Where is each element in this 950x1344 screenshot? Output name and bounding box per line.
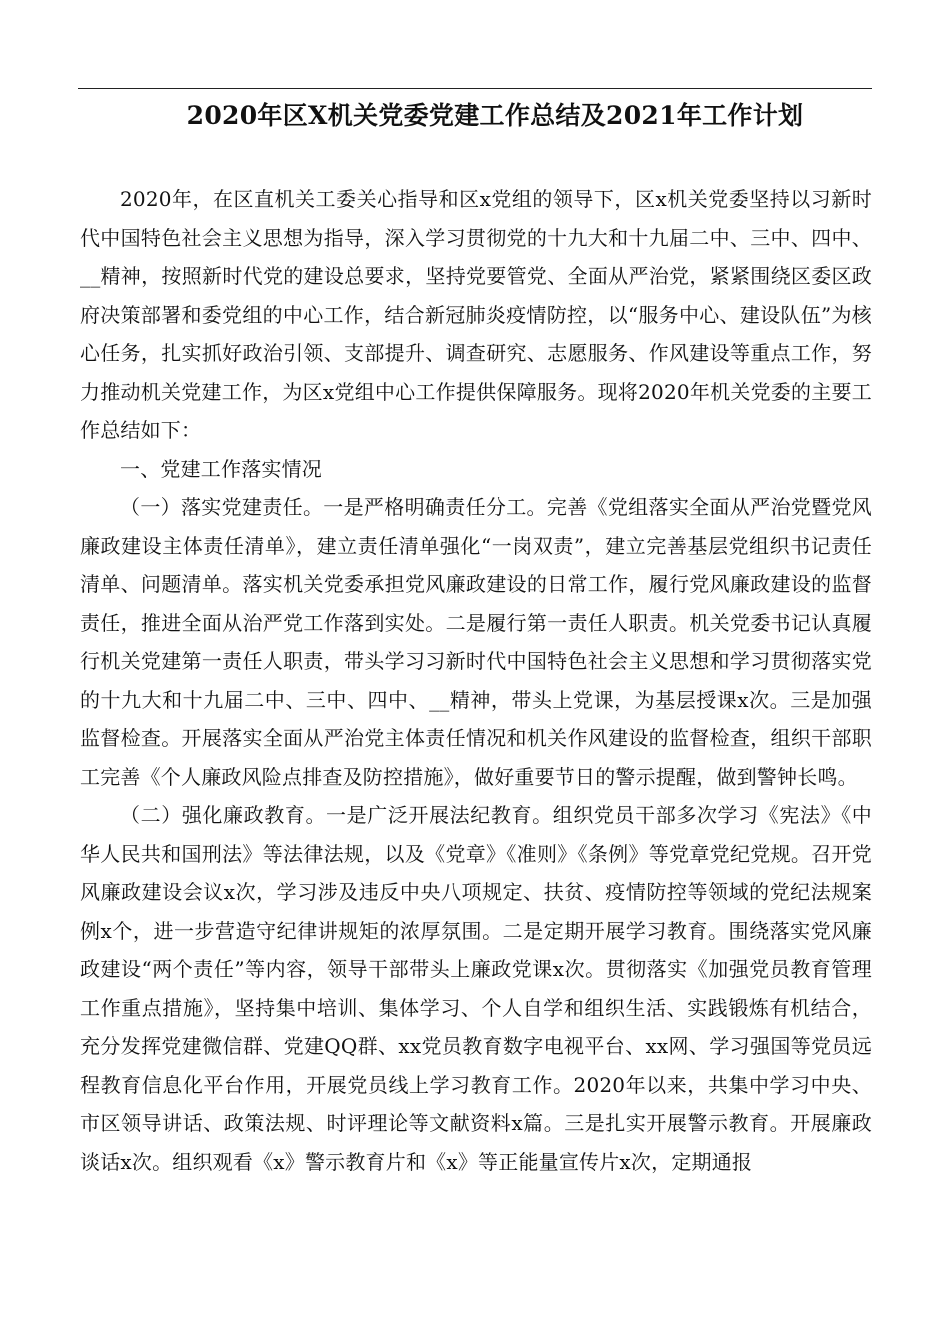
section-heading-1: 一、党建工作落实情况 [120,456,322,481]
document-body [80,180,872,1181]
document-title: 2020年区X机关党委党建工作总结及2021年工作计划 [186,101,804,130]
paragraph-subsection-2: （二）强化廉政教育。一是广泛开展法纪教育。组织党员干部多次学习《宪法》《中华人民共和国刑法》等法律法规，以及《党章》《准则》《条例》等党章党纪党规。召开党风廉政建设会议x次，学习涉及违反中央八项规定、扶贫、疫情防控等领域的党纪法规案例x个，进一步营造守纪律讲规矩的浓厚氛围。二是定期开展学习教育。围绕落实党风廉政建设“两个责任”等内容，领导干部带头上廉政党课x次。贯彻落实《加强党员教育管理工作重点措施》，坚持集中培训、集体学习、个人自学和组织生活、实践锻炼有机结合，充分发挥党建微信群、党建QQ群、xx党员教育数字电视平台、xx网、学习强国等党员远程教育信息化平台作用，开展党员线上学习教育工作。2020年以来，共集中学习中央、市区领导讲话、政策法规、时评理论等文献资料x篇。三是扎实开展警示教育。开展廉政谈话x次。组织观看《x》警示教育片和《x》等正能量宣传片x次，定期通报 [80,803,872,1174]
header-rule [78,88,872,89]
paragraph-intro: 2020年，在区直机关工委关心指导和区x党组的领导下，区x机关党委坚持以习新时代中国特色社会主义思想为指导，深入学习贯彻党的十九大和十九届二中、三中、四中、__精神，按照新时代党的建设总要求，坚持党要管党、全面从严治党，紧紧围绕区委区政府决策部署和委党组的中心工作，结合新冠肺炎疫情防控，以“服务中心、建设队伍”为核心任务，扎实抓好政治引领、支部提升、调查研究、志愿服务、作风建设等重点工作，努力推动机关党建工作，为区x党组中心工作提供保障服务。现将2020年机关党委的主要工作总结如下： [80,187,872,442]
paragraph-subsection-1: （一）落实党建责任。一是严格明确责任分工。完善《党组落实全面从严治党暨党风廉政建设主体责任清单》，建立责任清单强化“一岗双责”，建立完善基层党组织书记责任清单、问题清单。落实机关党委承担党风廉政建设的日常工作，履行党风廉政建设的监督责任，推进全面从治严党工作落到实处。二是履行第一责任人职责。机关党委书记认真履行机关党建第一责任人职责，带头学习习新时代中国特色社会主义思想和学习贯彻落实党的十九大和十九届二中、三中、四中、__精神，带头上党课，为基层授课x次。三是加强监督检查。开展落实全面从严治党主体责任情况和机关作风建设的监督检查，组织干部职工完善《个人廉政风险点排查及防控措施》，做好重要节日的警示提醒，做到警钟长鸣。 [80,495,872,789]
